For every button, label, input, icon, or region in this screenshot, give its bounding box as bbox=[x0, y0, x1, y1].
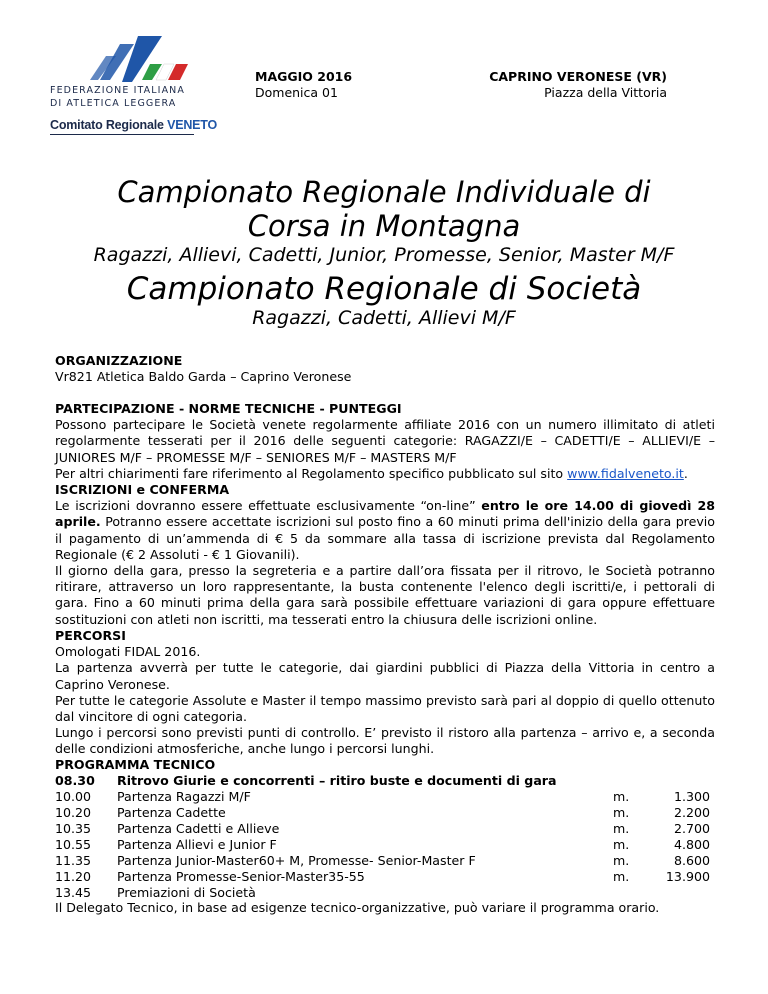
section-partecipazione bbox=[55, 401, 715, 482]
programma-description: Partenza Allievi e Junior F bbox=[117, 837, 277, 852]
main-title-1 bbox=[40, 175, 728, 243]
programma-time: 11.20 bbox=[55, 869, 92, 884]
programma-row bbox=[55, 837, 715, 853]
organizzazione-text: Vr821 Atletica Baldo Garda – Caprino Veronese bbox=[55, 369, 352, 385]
organizzazione-heading: ORGANIZZAZIONE bbox=[55, 353, 183, 368]
event-location-block bbox=[470, 69, 667, 101]
programma-time: 11.35 bbox=[55, 853, 92, 868]
programma-distance: 4.800 bbox=[673, 837, 710, 852]
event-day: Domenica 01 bbox=[255, 85, 338, 100]
percorsi-line-1: Omologati FIDAL 2016. bbox=[55, 644, 201, 660]
section-percorsi bbox=[55, 628, 715, 758]
section-iscrizioni bbox=[55, 482, 715, 628]
iscrizioni-heading: ISCRIZIONI e CONFERMA bbox=[55, 482, 230, 497]
programma-unit: m. bbox=[613, 805, 630, 820]
programma-row bbox=[55, 869, 715, 885]
programma-distance: 8.600 bbox=[673, 853, 710, 868]
event-place: Piazza della Vittoria bbox=[544, 85, 667, 100]
programma-footer: Il Delegato Tecnico, in base ad esigenze tecnico-organizzative, può variare il programma orario. bbox=[55, 900, 660, 915]
percorsi-line-2: La partenza avverrà per tutte le categorie, dai giardini pubblici di Piazza della Vittoria in centro a Caprino Veronese. bbox=[55, 660, 715, 692]
programma-unit: m. bbox=[613, 821, 630, 836]
section-organizzazione bbox=[55, 353, 715, 385]
categories-1: Ragazzi, Allievi, Cadetti, Junior, Promesse, Senior, Master M/F bbox=[93, 244, 675, 266]
programma-row bbox=[55, 773, 715, 789]
programma-description: Partenza Promesse-Senior-Master35-55 bbox=[117, 869, 365, 884]
note-suffix: . bbox=[683, 465, 688, 481]
iscrizioni-paragraph-2: Il giorno della gara, presso la segreteria e a partire dall’ora fissata per il ritrovo, le Società potranno ritirare, attraverso un loro rappresentante, la busta contenente l'elenco degli iscritti/e, i pettorali di gara. Fino a 60 minuti prima della gara sarà possibile effettuare variazioni di gara oppure effettuare sostituzioni con atleti non iscritti, ma tesserati entro la chiusura delle iscrizioni online. bbox=[55, 563, 715, 627]
main-title-1-line-2: Corsa in Montagna bbox=[247, 209, 521, 243]
partecipazione-note bbox=[55, 466, 715, 482]
programma-description: Premiazioni di Società bbox=[117, 885, 256, 900]
event-date: MAGGIO 2016 bbox=[255, 69, 353, 84]
region-text: VENETO bbox=[167, 118, 218, 132]
partecipazione-heading: PARTECIPAZIONE - NORME TECNICHE - PUNTEGGI bbox=[55, 401, 402, 416]
programma-time: 10.00 bbox=[55, 789, 92, 804]
programma-description: Partenza Cadette bbox=[117, 805, 226, 820]
programma-time: 10.35 bbox=[55, 821, 92, 836]
federation-name bbox=[50, 84, 185, 110]
main-title-1-line-1: Campionato Regionale Individuale di bbox=[117, 175, 651, 209]
programma-distance: 2.700 bbox=[673, 821, 710, 836]
programma-heading-text: PROGRAMMA TECNICO bbox=[55, 757, 216, 772]
programma-time: 10.20 bbox=[55, 805, 92, 820]
programma-time: 10.55 bbox=[55, 837, 92, 852]
federation-line-1: FEDERAZIONE ITALIANA bbox=[50, 85, 185, 96]
programma-unit: m. bbox=[613, 853, 630, 868]
programma-row bbox=[55, 885, 715, 901]
categories-2: Ragazzi, Cadetti, Allievi M/F bbox=[252, 307, 516, 329]
percorsi-heading: PERCORSI bbox=[55, 628, 126, 643]
programma-distance: 1.300 bbox=[673, 789, 710, 804]
note-prefix: Per altri chiarimenti fare riferimento al Regolamento specifico pubblicato sul sito bbox=[55, 465, 568, 481]
programma-unit: m. bbox=[613, 869, 630, 884]
logo-divider bbox=[50, 134, 194, 135]
programma-time: 08.30 bbox=[55, 773, 95, 788]
programma-row bbox=[55, 821, 715, 837]
programma-row bbox=[55, 853, 715, 869]
programma-description: Ritrovo Giurie e concorrenti – ritiro buste e documenti di gara bbox=[117, 773, 557, 788]
percorsi-line-3: Per tutte le categorie Assolute e Master il tempo massimo previsto sarà pari al doppio di quello ottenuto dal vincitore di ogni categoria. bbox=[55, 692, 715, 725]
programma-distance: 2.200 bbox=[673, 805, 710, 820]
main-title-2: Campionato Regionale di Società bbox=[126, 271, 642, 307]
programma-distance: 13.900 bbox=[665, 869, 710, 884]
programma-description: Partenza Cadetti e Allieve bbox=[117, 821, 280, 836]
iscrizioni-paragraph-1 bbox=[55, 498, 715, 563]
programma-description: Partenza Junior-Master60+ M, Promesse- Senior-Master F bbox=[117, 853, 476, 868]
programma-row bbox=[55, 789, 715, 805]
iscrizioni-text-b: Potranno essere accettate iscrizioni sul posto fino a 60 minuti prima dell'inizio della gara previo il pagamento di un’ammenda di € 5 da sommare alla tassa di iscrizione prevista dal Regolamento Regionale (€ 2 Assoluti - € 1 Giovanili). bbox=[55, 514, 715, 562]
programma-unit: m. bbox=[613, 789, 630, 804]
programma-description: Partenza Ragazzi M/F bbox=[117, 789, 251, 804]
programma-row bbox=[55, 805, 715, 821]
partecipazione-text: Possono partecipare le Società venete regolarmente affiliate 2016 con un numero illimitato di atleti regolarmente tesserati per il 2016 delle seguenti categorie: RAGAZZI/E – CADETTI/E – ALLIEVI/E – JUNIORES M/F – PROMESSE M/F – SENIORES M/F – MASTERS M/F bbox=[55, 417, 715, 465]
iscrizioni-deadline: entro le ore 14.00 di giovedì 28 aprile. bbox=[55, 498, 715, 530]
iscrizioni-text-a: Le iscrizioni dovranno essere effettuate esclusivamente “on-line” bbox=[55, 498, 482, 514]
federation-line-2: DI ATLETICA LEGGERA bbox=[50, 98, 177, 109]
programma-heading bbox=[55, 757, 715, 773]
percorsi-line-4: Lungo i percorsi sono previsti punti di controllo. E’ previsto il ristoro alla partenza – arrivo e, a seconda delle condizioni atmosferiche, anche lungo i percorsi lunghi. bbox=[55, 725, 715, 757]
programma-time: 13.45 bbox=[55, 885, 92, 900]
comitato-label bbox=[50, 118, 217, 132]
event-location: CAPRINO VERONESE (VR) bbox=[489, 69, 667, 84]
fidalveneto-link[interactable]: www.fidalveneto.it bbox=[567, 465, 684, 481]
programma-unit: m. bbox=[613, 837, 630, 852]
comitato-text: Comitato Regionale bbox=[50, 118, 164, 132]
event-date-block bbox=[255, 69, 352, 101]
